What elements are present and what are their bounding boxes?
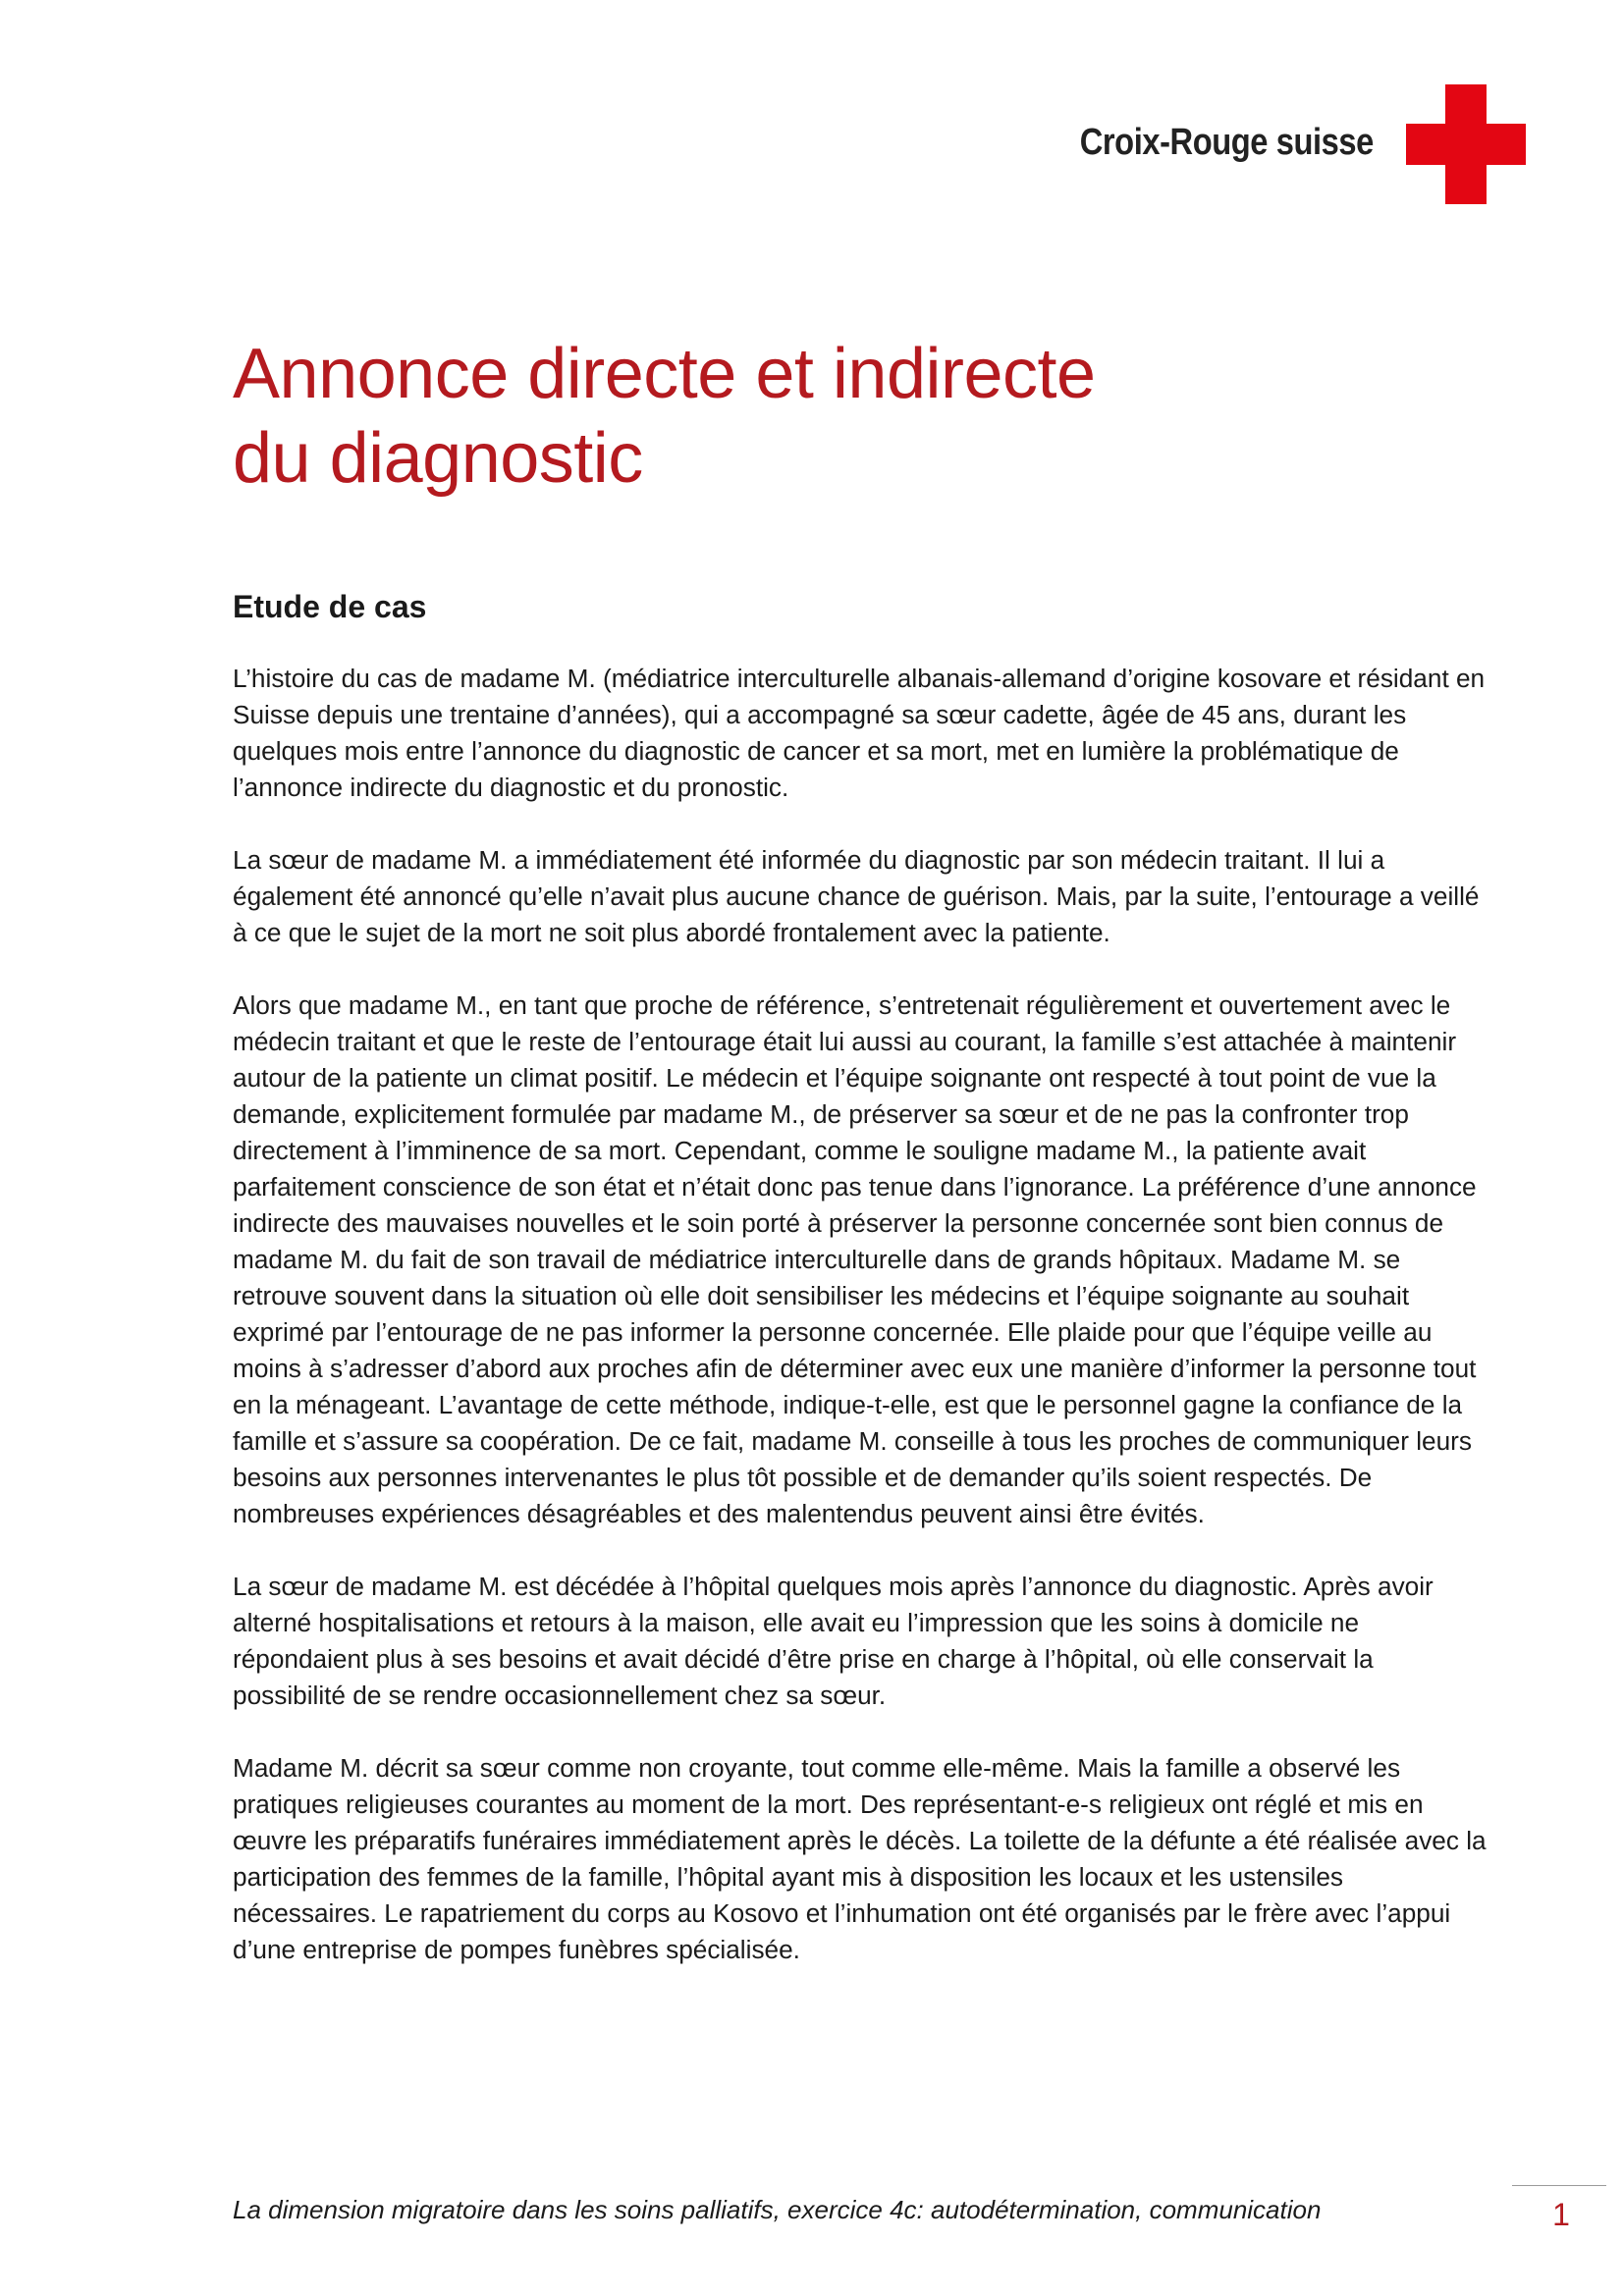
page-number: 1 <box>1552 2197 1570 2232</box>
paragraph: La sœur de madame M. est décédée à l’hôpital quelques mois après l’annonce du diagnostic. Après avoir alterné hospitalisations et retours à la maison, elle avait eu l’impression que les soins à domicile ne répondaient plus à ses besoins et avait décidé d’être prise en charge à l’hôpital, où elle conservait la possibilité de se rendre occasionnellement chez sa sœur. <box>233 1572 1434 1710</box>
case-study-body <box>233 661 1489 2004</box>
document-title-line-2: du diagnostic <box>233 419 643 498</box>
brand-name: Croix-Rouge suisse <box>1079 122 1374 163</box>
footer-text: La dimension migratoire dans les soins palliatifs, exercice 4c: autodétermination, communication <box>233 2195 1322 2224</box>
paragraph: Madame M. décrit sa sœur comme non croyante, tout comme elle-même. Mais la famille a observé les pratiques religieuses courantes au moment de la mort. Des représentant-e-s religieux ont réglé et mis en œuvre les préparatifs funéraires immédiatement après le décès. La toilette de la défunte a été réalisée avec la participation des femmes de la famille, l’hôpital ayant mis à disposition les locaux et les ustensiles nécessaires. Le rapatriement du corps au Kosovo et l’inhumation ont été organisés par le frère avec l’appui d’une entreprise de pompes funèbres spécialisée. <box>233 1753 1487 1964</box>
footer-divider <box>1512 2185 1606 2186</box>
document-title-line-1: Annonce directe et indirecte <box>233 335 1096 413</box>
document-title <box>233 332 1411 501</box>
section-heading: Etude de cas <box>233 589 427 624</box>
red-cross-icon <box>1406 84 1526 204</box>
paragraph: La sœur de madame M. a immédiatement été informée du diagnostic par son médecin traitant. Il lui a également été annoncé qu’elle n’avait plus aucune chance de guérison. Mais, par la suite, l’entourage a veillé à ce que le sujet de la mort ne soit plus abordé frontalement avec la patiente. <box>233 845 1480 947</box>
paragraph: L’histoire du cas de madame M. (médiatrice interculturelle albanais-allemand d’origine kosovare et résidant en Suisse depuis une trentaine d’années), qui a accompagné sa sœur cadette, âgée de 45 ans, durant les quelques mois entre l’annonce du diagnostic de cancer et sa mort, met en lumière la problématique de l’annonce indirecte du diagnostic et du pronostic. <box>233 664 1486 802</box>
paragraph: Alors que madame M., en tant que proche de référence, s’entretenait régulièrement et ouvertement avec le médecin traitant et que le reste de l’entourage était lui aussi au courant, la famille s’est attachée à maintenir autour de la patiente un climat positif. Le médecin et l’équipe soignante ont respecté à tout point de vue la demande, explicitement formulée par madame M., de préserver sa sœur et de ne pas la confronter trop directement à l’imminence de sa mort. Cependant, comme le souligne madame M., la patiente avait parfaitement conscience de son état et n’était donc pas tenue dans l’ignorance. La préférence d’une annonce indirecte des mauvaises nouvelles et le soin porté à préserver la personne concernée sont bien connus de madame M. du fait de son travail de médiatrice interculturelle dans de grands hôpitaux. Madame M. se retrouve souvent dans la situation où elle doit sensibiliser les médecins et l’équipe soignante au souhait exprimé par l’entourage de ne pas informer la personne concernée. Elle plaide pour que l’équipe veille au moins à s’adresser d’abord aux proches afin de déterminer avec eux une manière d’informer la personne tout en la ménageant. L’avantage de cette méthode, indique-t-elle, est que le personnel gagne la confiance de la famille et s’assure sa coopération. De ce fait, madame M. conseille à tous les proches de communiquer leurs besoins aux personnes intervenantes le plus tôt possible et de demander qu’ils soient respectés. De nombreuses expériences désagréables et des malentendus peuvent ainsi être évités. <box>233 990 1477 1528</box>
page-header <box>0 0 1623 236</box>
